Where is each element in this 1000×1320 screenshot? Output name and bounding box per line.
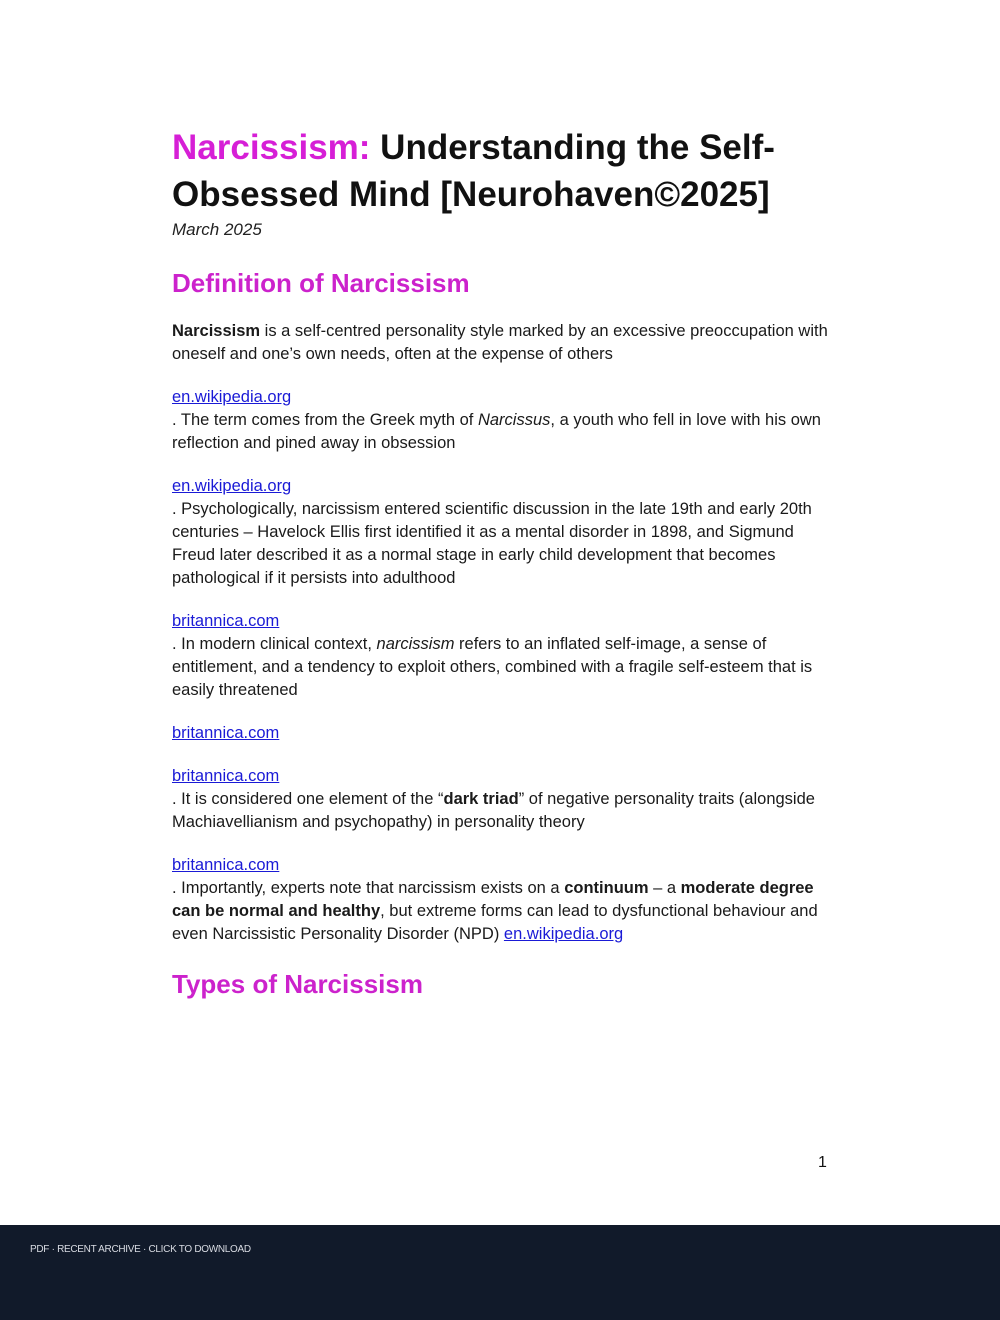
paragraph-1-bold: Narcissism	[172, 322, 261, 340]
paragraph-2-pre: . The term comes from the Greek myth of	[172, 411, 478, 429]
source-link-2[interactable]: en.wikipedia.org	[172, 477, 292, 495]
source-link-4[interactable]: britannica.com	[172, 724, 280, 742]
paragraph-5-bold: dark triad	[443, 790, 519, 808]
paragraph-5-pre: . It is considered one element of the “	[172, 790, 444, 808]
paragraph-6	[172, 877, 832, 946]
source-link-7[interactable]: en.wikipedia.org	[503, 925, 624, 943]
paragraph-3: . Psychologically, narcissism entered scientific discussion in the late 19th and early 20th centuries – Havelock Ellis first identified it as a mental disorder in 1898, and Sigmund Freud later described it as a normal stage in early child development that becomes pathological if it persists into adulthood	[172, 500, 812, 587]
document-content	[172, 124, 832, 1000]
paragraph-4-italic: narcissism	[376, 635, 455, 653]
paragraph-2-post: , a youth who fell in love with his own reflection and pined away in obsession	[172, 411, 821, 452]
paragraph-2	[172, 409, 832, 455]
paragraph-4-pre: . In modern clinical context,	[172, 635, 377, 653]
document-title	[172, 124, 832, 218]
document-date: March 2025	[172, 220, 262, 239]
download-footer-bar[interactable]	[0, 1225, 1000, 1320]
paragraph-4-post: refers to an inflated self-image, a sense of entitlement, and a tendency to exploit others, combined with a fragile self-esteem that is easily threatened	[172, 635, 813, 699]
paragraph-1-text: is a self-centred personality style marked by an excessive preoccupation with oneself and one’s own needs, often at the expense of others	[172, 322, 828, 363]
page-number: 1	[818, 1154, 827, 1171]
title-rest: Understanding the Self-Obsessed Mind [Neurohaven©2025]	[172, 128, 775, 214]
footer-download-text[interactable]: PDF · RECENT ARCHIVE · CLICK TO DOWNLOAD	[30, 1244, 251, 1255]
definition-heading: Definition of Narcissism	[172, 268, 470, 298]
source-link-6[interactable]: britannica.com	[172, 856, 280, 874]
paragraph-5-post: ” of negative personality traits (alongside Machiavellianism and psychopathy) in personality theory	[172, 790, 815, 831]
paragraph-6-bold-2: moderate degree can be normal and healthy	[172, 879, 814, 920]
title-accent: Narcissism:	[172, 128, 371, 167]
paragraph-6-pre: . Importantly, experts note that narcissism exists on a	[172, 879, 565, 897]
paragraph-6-mid: – a	[648, 879, 681, 897]
types-heading: Types of Narcissism	[172, 969, 423, 999]
paragraph-2-italic: Narcissus	[477, 411, 551, 429]
paragraph-6-bold-1: continuum	[564, 879, 649, 897]
paragraph-4	[172, 633, 832, 702]
paragraph-1	[172, 320, 832, 366]
paragraph-6-post: , but extreme forms can lead to dysfunctional behaviour and even Narcissistic Personality Disorder (NPD)	[172, 902, 818, 943]
source-link-5[interactable]: britannica.com	[172, 767, 280, 785]
source-link-1[interactable]: en.wikipedia.org	[172, 388, 292, 406]
paragraph-5	[172, 788, 832, 834]
source-link-3[interactable]: britannica.com	[172, 612, 280, 630]
